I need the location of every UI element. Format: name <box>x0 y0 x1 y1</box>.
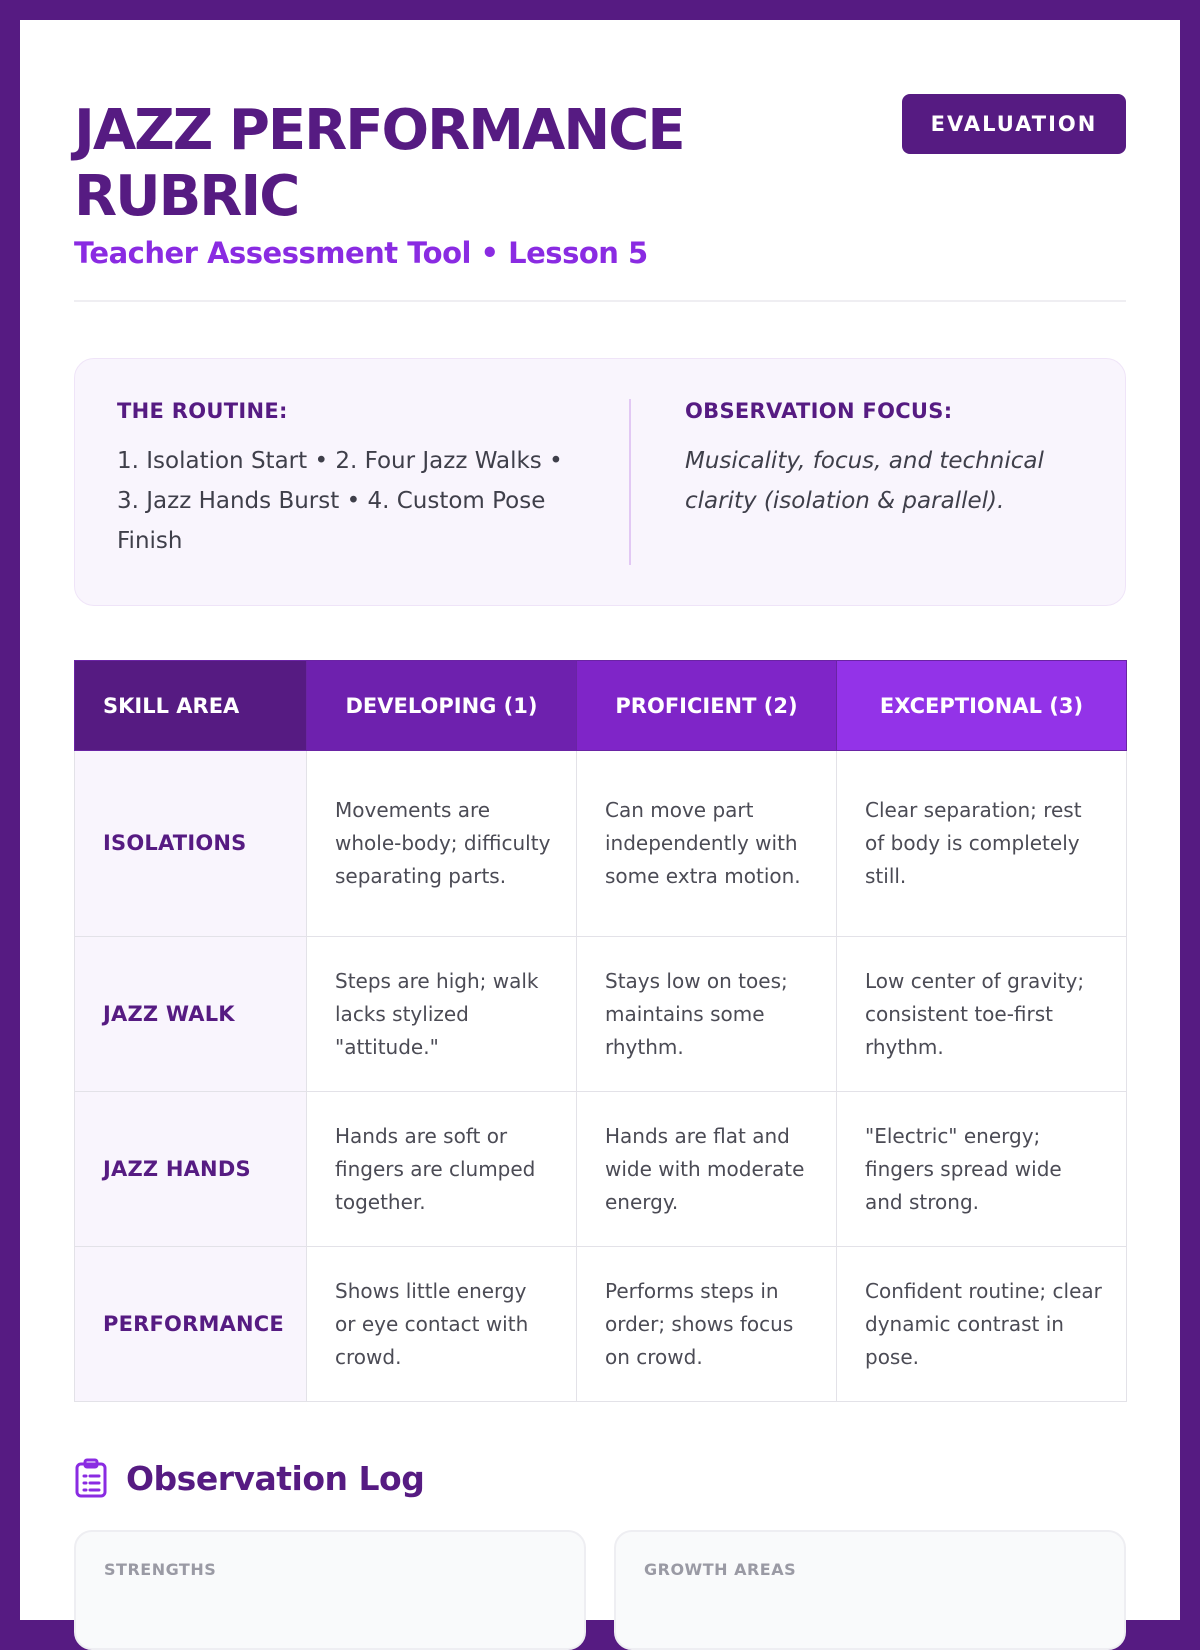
info-separator <box>629 399 631 565</box>
header-divider <box>74 300 1126 302</box>
clipboard-icon <box>74 1458 108 1498</box>
proficient-cell: Performs steps in order; shows focus on crowd. <box>577 1247 837 1402</box>
table-row <box>75 1092 1127 1247</box>
exceptional-cell: "Electric" energy; fingers spread wide and strong. <box>837 1092 1127 1247</box>
growth-areas-label: GROWTH AREAS <box>644 1560 797 1579</box>
proficient-cell: Stays low on toes; maintains some rhythm. <box>577 937 837 1092</box>
focus-label: OBSERVATION FOCUS: <box>685 399 953 423</box>
header-skill-area: SKILL AREA <box>75 661 307 751</box>
exceptional-cell: Low center of gravity; consistent toe-first rhythm. <box>837 937 1127 1092</box>
page-subtitle: Teacher Assessment Tool • Lesson 5 <box>74 236 648 270</box>
growth-areas-box[interactable] <box>614 1530 1126 1650</box>
strengths-label: STRENGTHS <box>104 1560 217 1579</box>
exceptional-cell: Confident routine; clear dynamic contrast in pose. <box>837 1247 1127 1402</box>
skill-name: PERFORMANCE <box>75 1247 307 1402</box>
routine-label: THE ROUTINE: <box>117 399 288 423</box>
observation-log-heading <box>74 1458 424 1498</box>
skill-name: JAZZ WALK <box>75 937 307 1092</box>
developing-cell: Shows little energy or eye contact with crowd. <box>307 1247 577 1402</box>
table-row <box>75 751 1127 937</box>
developing-cell: Movements are whole-body; difficulty separating parts. <box>307 751 577 937</box>
proficient-cell: Can move part independently with some extra motion. <box>577 751 837 937</box>
routine-text: 1. Isolation Start • 2. Four Jazz Walks • 3. Jazz Hands Burst • 4. Custom Pose Finish <box>117 448 563 554</box>
evaluation-badge: EVALUATION <box>902 94 1126 154</box>
exceptional-cell: Clear separation; rest of body is completely still. <box>837 751 1127 937</box>
strengths-box[interactable] <box>74 1530 586 1650</box>
rubric-header-row <box>75 661 1127 751</box>
skill-name: ISOLATIONS <box>75 751 307 937</box>
skill-name: JAZZ HANDS <box>75 1092 307 1247</box>
page-title: JAZZ PERFORMANCE RUBRIC <box>74 98 684 229</box>
table-row <box>75 1247 1127 1402</box>
focus-section <box>685 399 1085 521</box>
header <box>74 98 1126 270</box>
focus-text: Musicality, focus, and technical clarity (isolation & parallel). <box>685 448 1044 514</box>
rubric-table <box>74 660 1127 1402</box>
table-row <box>75 937 1127 1092</box>
developing-cell: Hands are soft or fingers are clumped together. <box>307 1092 577 1247</box>
header-proficient: PROFICIENT (2) <box>577 661 837 751</box>
developing-cell: Steps are high; walk lacks stylized "attitude." <box>307 937 577 1092</box>
proficient-cell: Hands are flat and wide with moderate energy. <box>577 1092 837 1247</box>
routine-section <box>117 399 577 561</box>
header-developing: DEVELOPING (1) <box>307 661 577 751</box>
header-exceptional: EXCEPTIONAL (3) <box>837 661 1127 751</box>
routine-info-card <box>74 358 1126 606</box>
rubric-page <box>20 20 1180 1620</box>
observation-log-title: Observation Log <box>126 1458 425 1498</box>
